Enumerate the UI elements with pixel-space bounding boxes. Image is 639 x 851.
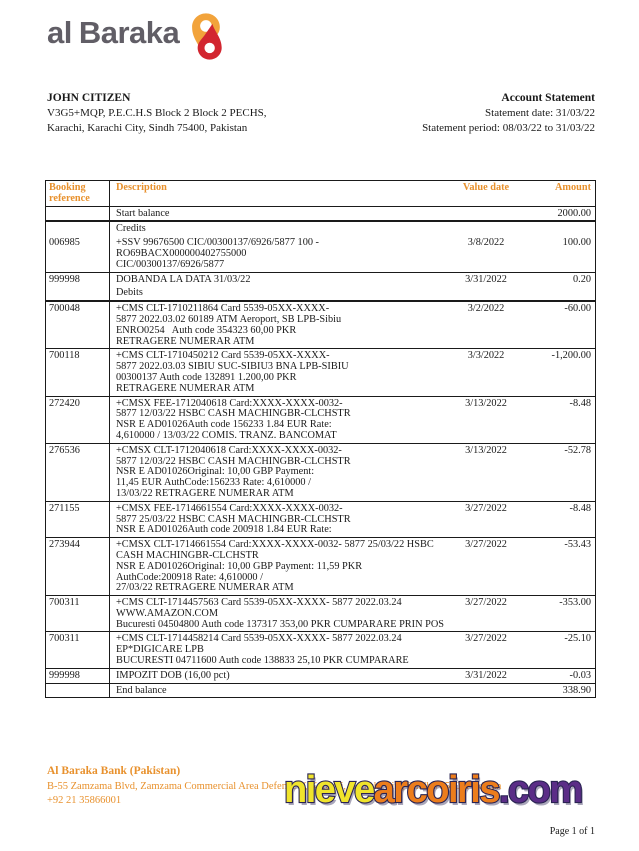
description-line: 27/03/22 RETRAGERE NUMERAR ATM: [116, 582, 294, 594]
description-line: 4,610000 / 13/03/22 COMIS. TRANZ. BANCOMAT: [116, 429, 337, 441]
account-holder-address-line1: V3G5+MQP, P.E.C.H.S Block 2 Block 2 PECHS,: [47, 107, 267, 119]
bank-logo: [47, 8, 224, 67]
transaction-row: [46, 632, 595, 668]
transaction-row: [46, 596, 595, 632]
description-cell: [110, 669, 440, 683]
description-line: NSR E AD01026Auth code 200918 1.84 EUR Rate:: [116, 524, 332, 536]
description-line: RO69BACX000000402755000: [116, 247, 247, 259]
value-date-cell: [440, 684, 532, 698]
booking-reference-cell: 700048: [46, 302, 110, 348]
description-line: RETRAGERE NUMERAR ATM: [116, 382, 255, 394]
description-line: +CMS CLT-1710450212 Card 5539-05XX-XXXX-: [116, 350, 330, 362]
booking-reference-cell: 700311: [46, 596, 110, 631]
page-number: Page 1 of 1: [549, 826, 595, 837]
description-line: +CMSX CLT-1712040618 Card:XXXX-XXXX-0032-: [116, 444, 342, 456]
description-line: Credits: [116, 223, 146, 235]
description-line: CIC/00300137/6926/5877: [116, 258, 225, 270]
value-date-cell: 3/2/2022: [467, 303, 505, 315]
amount-cell: -25.10: [564, 633, 591, 645]
booking-reference-cell: [46, 222, 110, 236]
description-line: Debits: [116, 287, 143, 299]
booking-reference-cell: 700311: [46, 632, 110, 667]
bank-logo-text: [47, 8, 179, 58]
amount-cell: 100.00: [562, 237, 591, 249]
description-line: AuthCode:200918 Rate: 4,610000 /: [116, 571, 264, 583]
value-date-cell: 3/8/2022: [467, 237, 505, 249]
booking-reference-cell: 700118: [46, 349, 110, 395]
description-line: 5877 12/03/22 HSBC CASH MACHINGBR-CLCHSTR: [116, 408, 351, 420]
value-date-cell: 3/31/2022: [465, 669, 507, 681]
booking-reference-cell: 271155: [46, 502, 110, 537]
value-date-cell: 3/31/2022: [465, 273, 507, 285]
description-line: +CMS CLT-1714458214 Card 5539-05XX-XXXX- 5877 2022.03.24: [116, 633, 402, 645]
transaction-row: [46, 302, 595, 349]
description-line: 5877 12/03/22 HSBC CASH MACHINGBR-CLCHSTR: [116, 455, 351, 467]
account-holder-address-line2: Karachi, Karachi City, Sindh 75400, Pakistan: [47, 122, 248, 134]
table-header-row: [46, 181, 595, 207]
description-line: NSR E AD01026Original: 10,00 GBP Payment:: [116, 466, 315, 478]
description-line: +CMS CLT-1714457563 Card 5539-05XX-XXXX- 5877 2022.03.24: [116, 597, 402, 609]
statement-date: Statement date: 31/03/22: [485, 107, 595, 119]
description-line: ENRO0254 Auth code 354323 60,00 PKR: [116, 324, 297, 336]
description-line: DOBANDA LA DATA 31/03/22: [116, 273, 251, 285]
description-cell: [110, 222, 440, 236]
value-date-cell: 3/27/2022: [465, 502, 507, 514]
booking-reference-cell: 273944: [46, 538, 110, 595]
transaction-row: [46, 349, 595, 396]
balance-row: [46, 207, 595, 223]
description-line: EP*DIGICARE LPB: [116, 644, 204, 656]
description-cell: [110, 684, 440, 698]
amount-cell: -8.48: [569, 397, 591, 409]
amount-cell: 0.20: [572, 273, 591, 285]
description-line: +CMSX FEE-1712040618 Card:XXXX-XXXX-0032-: [116, 397, 343, 409]
transactions-table: [45, 180, 596, 698]
amount-cell: -52.78: [564, 444, 591, 456]
header-value-date: Value date: [462, 182, 510, 193]
value-date-cell: [440, 222, 532, 236]
description-line: +SSV 99676500 CIC/00300137/6926/5877 100 -: [116, 237, 319, 249]
description-cell: [110, 302, 440, 348]
header-booking-reference: Booking reference: [46, 181, 110, 206]
booking-reference-cell: [46, 207, 110, 221]
statement-table-body: [46, 207, 595, 698]
description-cell: [110, 349, 440, 395]
header-description: Description: [116, 182, 167, 193]
booking-reference-cell: [46, 684, 110, 698]
description-line: 13/03/22 RETRAGERE NUMERAR ATM: [116, 487, 294, 499]
amount-cell: -0.03: [569, 669, 591, 681]
watermark: [284, 769, 582, 812]
amount-cell: -1,200.00: [551, 350, 591, 362]
transaction-row: [46, 538, 595, 596]
value-date-cell: 3/13/2022: [465, 397, 507, 409]
amount-cell: [532, 286, 595, 300]
value-date-cell: [440, 207, 532, 221]
description-cell: [110, 632, 440, 667]
description-cell: [110, 273, 440, 287]
transaction-row: [46, 397, 595, 444]
description-cell: [110, 207, 440, 221]
description-line: CASH MACHINGBR-CLCHSTR: [116, 549, 259, 561]
description-cell: [110, 538, 440, 595]
booking-reference-cell: 999998: [46, 273, 110, 287]
amount-cell: -60.00: [564, 303, 591, 315]
value-date-cell: 3/27/2022: [465, 597, 507, 609]
booking-reference-cell: 272420: [46, 397, 110, 443]
amount-cell: [532, 222, 595, 236]
statement-meta-block: [422, 91, 595, 136]
account-holder-block: [47, 91, 267, 136]
description-line: Bucuresti 04504800 Auth code 137317 353,00 PKR CUMPARARE PRIN POS: [116, 618, 445, 630]
description-line: End balance: [116, 684, 167, 696]
description-line: WWW.AMAZON.COM: [116, 607, 219, 619]
description-cell: [110, 502, 440, 537]
statement-title: Account Statement: [501, 92, 595, 104]
value-date-cell: 3/3/2022: [467, 350, 505, 362]
value-date-cell: 3/27/2022: [465, 633, 507, 645]
description-line: +CMSX CLT-1714661554 Card:XXXX-XXXX-0032- 5877 25/03/22 HSBC: [116, 539, 434, 551]
description-line: 11,45 EUR AuthCode:156233 Rate: 4,610000 /: [116, 477, 311, 489]
description-line: IMPOZIT DOB (16,00 pct): [116, 669, 230, 681]
description-line: 5877 25/03/22 HSBC CASH MACHINGBR-CLCHSTR: [116, 513, 351, 525]
value-date-cell: 3/13/2022: [465, 444, 507, 456]
watermark-part3: .com: [498, 769, 582, 811]
amount-cell: 2000.00: [557, 207, 591, 219]
description-line: 00300137 Auth code 132891 1.200,00 PKR: [116, 371, 297, 383]
section-row: [46, 286, 595, 302]
description-cell: [110, 397, 440, 443]
watermark-part2: arcoiris: [373, 769, 499, 811]
value-date-cell: [440, 286, 532, 300]
description-cell: [110, 444, 440, 501]
transaction-row: [46, 273, 595, 287]
transaction-row: [46, 669, 595, 684]
balance-row: [46, 684, 595, 698]
account-holder-name: JOHN CITIZEN: [47, 92, 131, 104]
footer-bank-name: Al Baraka Bank (Pakistan): [47, 765, 181, 777]
transaction-row: [46, 502, 595, 538]
amount-cell: -353.00: [559, 597, 591, 609]
description-line: 5877 2022.03.03 SIBIU SUC-SIBIU3 BNA LPB-SIBIU: [116, 361, 349, 373]
footer-bank-address: B-55 Zamzama Blvd, Zamzama Commercial Area Defence V, Karachi, Karachi City, Sindh 75500, Pakistan: [47, 781, 502, 792]
description-line: +CMS CLT-1710211864 Card 5539-05XX-XXXX-: [116, 303, 330, 315]
statement-period: Statement period: 08/03/22 to 31/03/22: [422, 122, 595, 134]
footer-bank-phone: +92 21 35866001: [47, 795, 122, 806]
description-line: RETRAGERE NUMERAR ATM: [116, 335, 255, 347]
watermark-part1: nieve: [284, 769, 374, 811]
booking-reference-cell: [46, 286, 110, 300]
amount-cell: -53.43: [564, 539, 591, 551]
description-line: NSR E AD01026Auth code 156233 1.84 EUR Rate:: [116, 419, 332, 431]
description-line: NSR E AD01026Original: 10,00 GBP Payment: 11,59 PKR: [116, 560, 363, 572]
logo-word-al: al: [47, 15, 72, 50]
amount-cell: 338.90: [562, 684, 591, 696]
section-row: [46, 222, 595, 236]
value-date-cell: 3/27/2022: [465, 539, 507, 551]
amount-cell: -8.48: [569, 502, 591, 514]
description-line: +CMSX FEE-1714661554 Card:XXXX-XXXX-0032-: [116, 502, 343, 514]
booking-reference-cell: 276536: [46, 444, 110, 501]
description-line: 5877 2022.03.02 60189 ATM Aeroport, SB LPB-Sibiu: [116, 313, 342, 325]
description-cell: [110, 596, 445, 631]
description-line: Start balance: [116, 207, 170, 219]
booking-reference-cell: 999998: [46, 669, 110, 683]
booking-reference-cell: 006985: [46, 236, 110, 271]
albaraka-flame-icon: [187, 11, 224, 67]
header-amount: Amount: [554, 182, 591, 193]
description-line: BUCURESTI 04711600 Auth code 138833 25,10 PKR CUMPARARE: [116, 655, 409, 667]
description-cell: [110, 236, 440, 271]
logo-word-baraka: Baraka: [78, 15, 180, 50]
transaction-row: [46, 236, 595, 272]
transaction-row: [46, 444, 595, 502]
description-cell: [110, 286, 440, 300]
